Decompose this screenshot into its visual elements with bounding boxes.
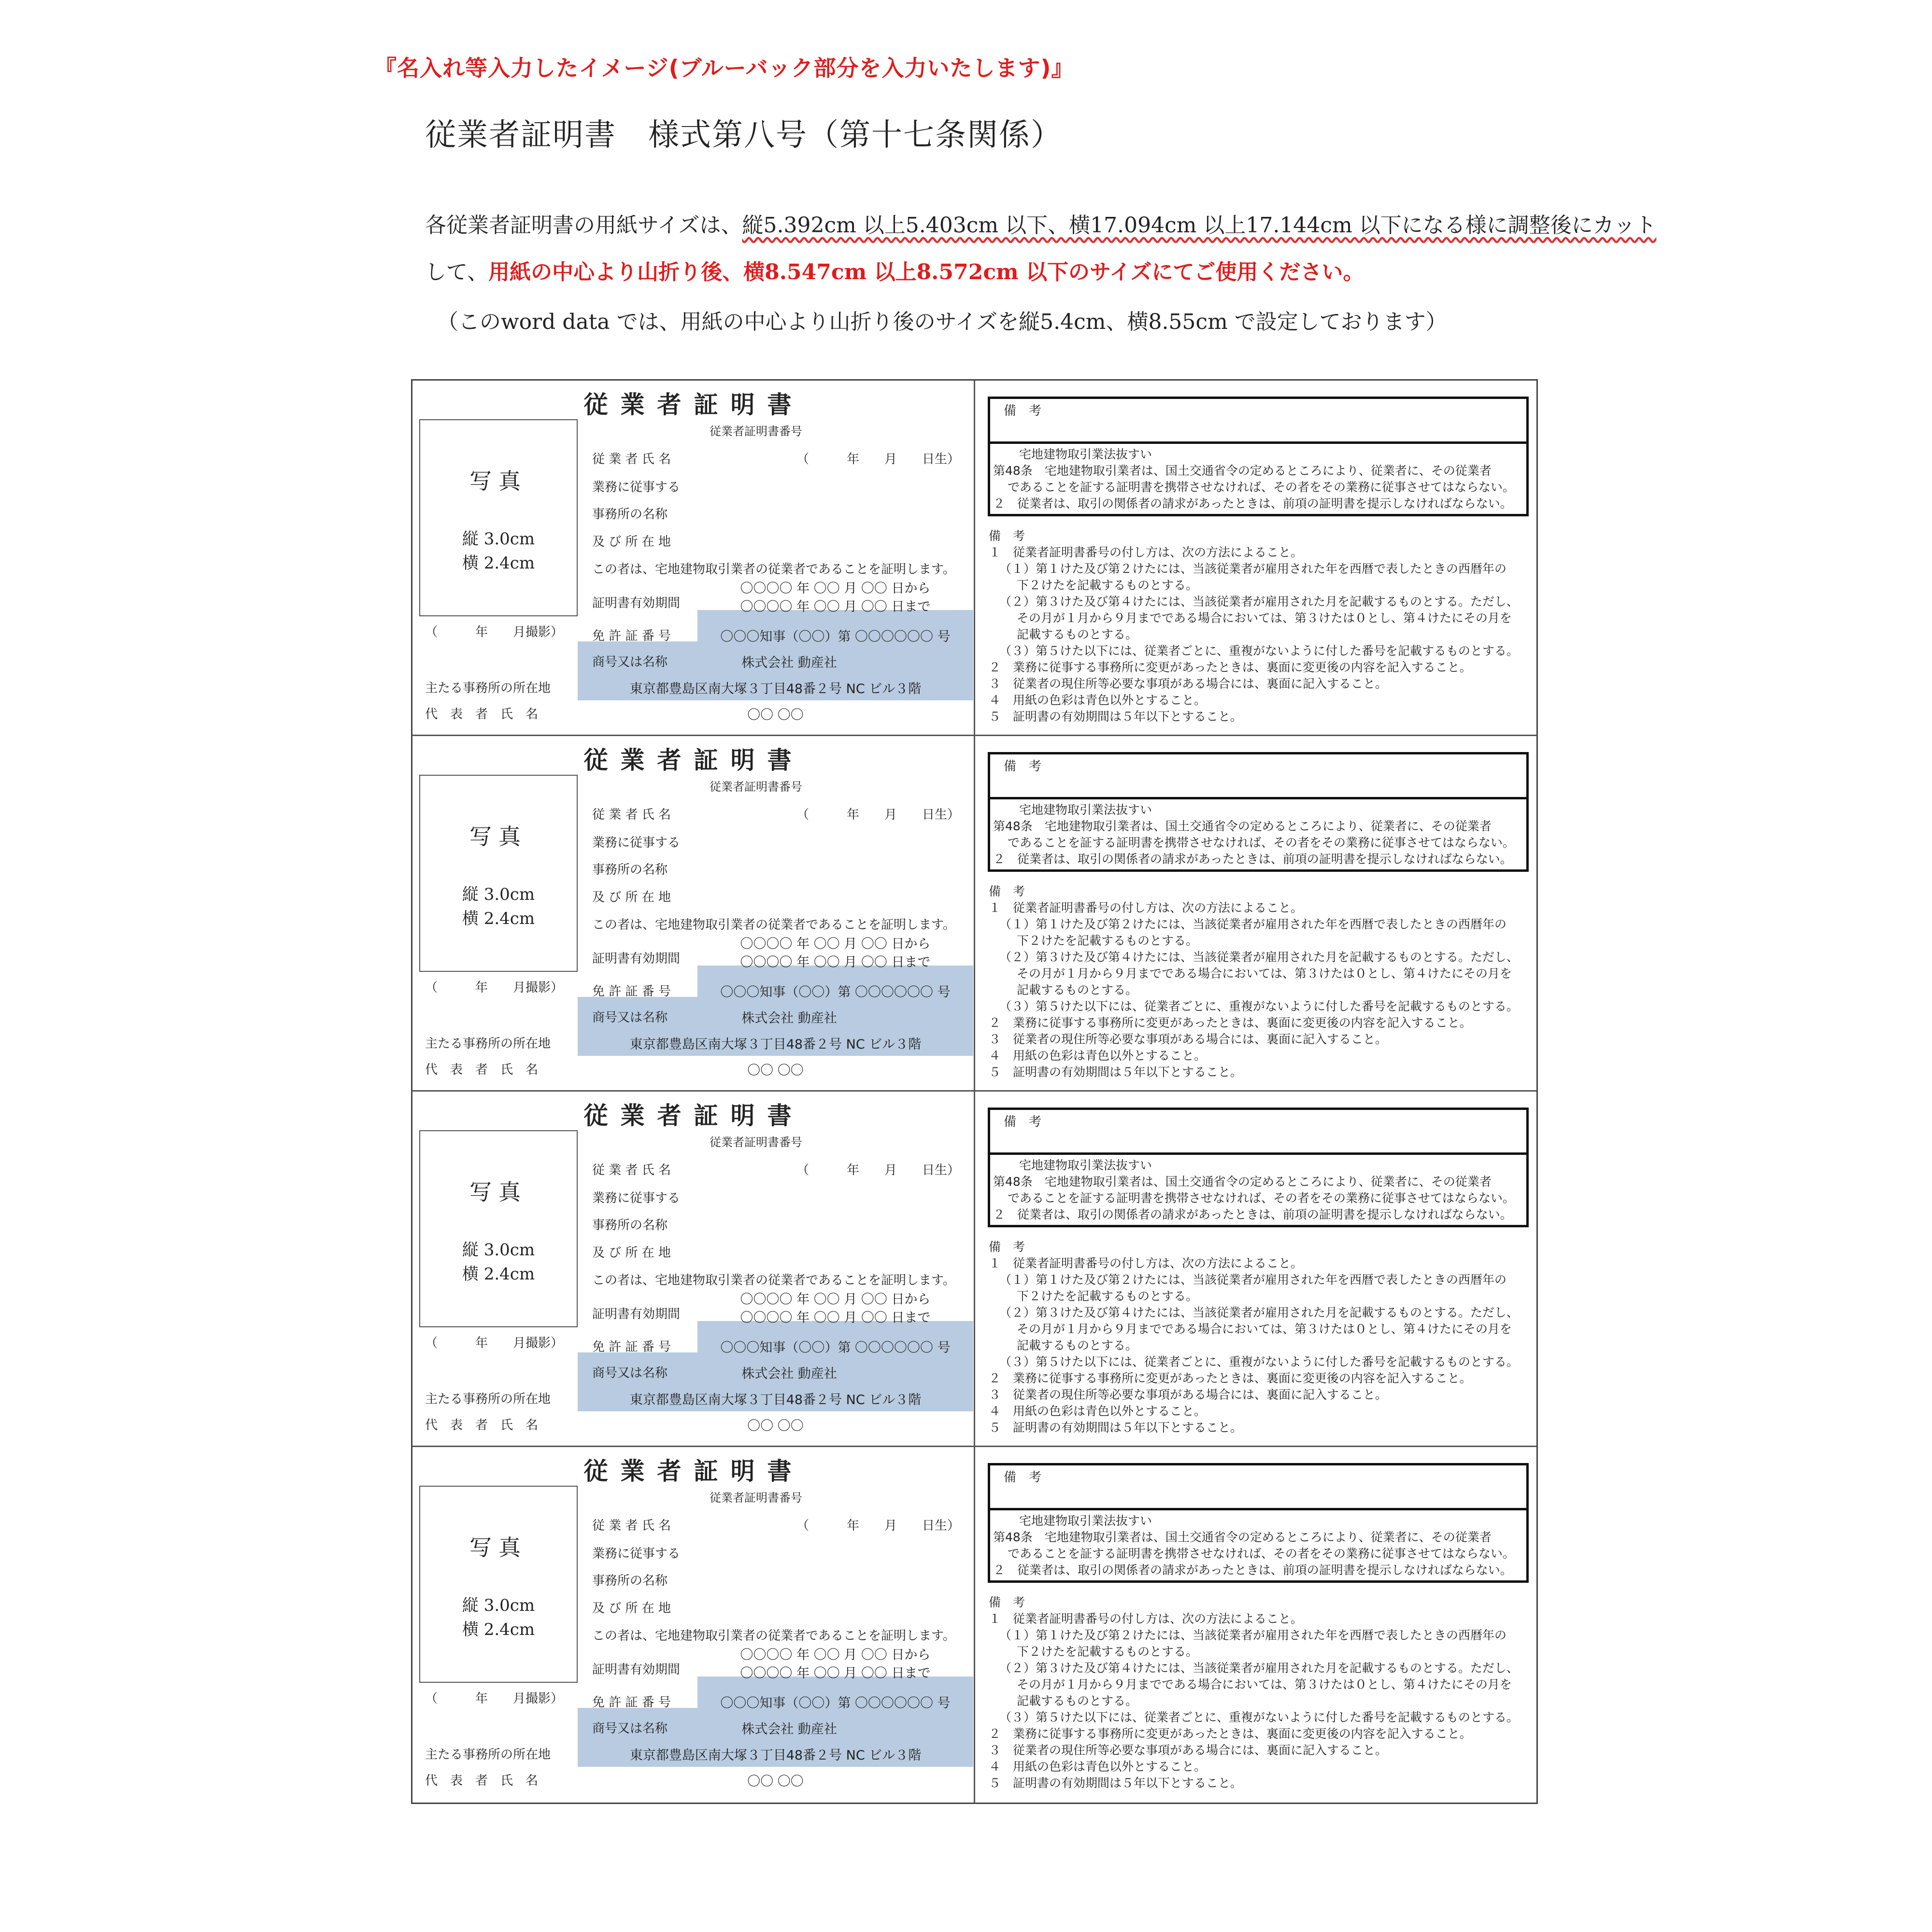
license-label: 免 許 証 番 号 <box>592 629 671 643</box>
remarks-box <box>988 1108 1529 1155</box>
company-value: 株式会社 動産社 <box>741 1722 837 1737</box>
office-label-3: 及 び 所 在 地 <box>592 890 671 905</box>
note-1-3: （３）第５けた以下には、従業者ごとに、重複がないように付した番号を記載するものとする。 <box>999 999 1519 1013</box>
photo-width: 横 2.4cm <box>462 554 535 573</box>
name-label: 従 業 者 氏 名 <box>592 808 671 822</box>
law-title: 宅地建物取引業法抜すい <box>1019 447 1152 461</box>
certify-text: この者は、宅地建物取引業者の従業者であることを証明します。 <box>592 562 955 577</box>
note-1-1b: 下２けたを記載するものとする。 <box>1017 1645 1198 1659</box>
representative-label: 代 表 者 氏 名 <box>425 707 539 722</box>
name-label: 従 業 者 氏 名 <box>592 452 671 467</box>
law-title: 宅地建物取引業法抜すい <box>1019 1514 1152 1528</box>
note-1-3: （３）第５けた以下には、従業者ごとに、重複がないように付した番号を記載するものとする。 <box>999 1355 1519 1369</box>
note-1-2a: （２）第３けた及び第４けたには、当該従業者が雇用された月を記載するものとする。ただし、 <box>999 595 1519 609</box>
birth-label: （ 年 月 日生） <box>796 452 960 467</box>
name-label: 従 業 者 氏 名 <box>592 1519 671 1533</box>
note-1-1a: （１）第１けた及び第２けたには、当該従業者が雇用された年を西暦で表したときの西暦年の <box>999 1628 1507 1642</box>
law-article-1b: であることを証する証明書を携帯させなければ、その者をその業務に従事させてはならない。 <box>1008 1547 1515 1561</box>
validity-from: 〇〇〇〇 年 〇〇 月 〇〇 日から <box>740 581 931 596</box>
company-label: 商号又は名称 <box>592 1721 668 1736</box>
certify-text: この者は、宅地建物取引業者の従業者であることを証明します。 <box>592 918 955 932</box>
card-front <box>412 736 975 1090</box>
note-5: ５ 証明書の有効期間は５年以下とすること。 <box>989 1065 1243 1079</box>
representative-value: 〇〇 〇〇 <box>747 1774 804 1789</box>
card-title: 従業者証明書 <box>583 1102 804 1130</box>
note-1-2a: （２）第３けた及び第４けたには、当該従業者が雇用された月を記載するものとする。ただし、 <box>999 950 1519 964</box>
law-article-1b: であることを証する証明書を携帯させなければ、その者をその業務に従事させてはならない。 <box>1008 1191 1515 1205</box>
license-value: 〇〇〇知事（〇〇）第 〇〇〇〇〇〇 号 <box>720 1340 951 1355</box>
law-excerpt-box <box>988 444 1529 516</box>
photo-width: 横 2.4cm <box>462 1620 535 1639</box>
card-title: 従業者証明書 <box>583 391 804 419</box>
note-3: ３ 従業者の現住所等必要な事項がある場合には、裏面に記入すること。 <box>989 1743 1388 1757</box>
validity-label: 証明書有効期間 <box>592 1662 681 1677</box>
law-article-1a: 第48条 宅地建物取引業者は、国土交通省令の定めるところにより、従業者に、その従業者 <box>993 819 1492 833</box>
notes-title: 備 考 <box>989 1240 1025 1254</box>
photo-label: 写真 <box>469 1534 527 1561</box>
certificate-card <box>412 1092 1536 1447</box>
card-front <box>412 1092 975 1446</box>
remarks-box <box>988 1463 1529 1510</box>
license-value: 〇〇〇知事（〇〇）第 〇〇〇〇〇〇 号 <box>720 629 951 644</box>
validity-from: 〇〇〇〇 年 〇〇 月 〇〇 日から <box>740 937 931 952</box>
photo-box <box>419 1130 578 1327</box>
company-label: 商号又は名称 <box>592 1366 668 1380</box>
photo-box <box>419 419 578 616</box>
intro-line-3: （このword data では、用紙の中心より山折り後のサイズを縦5.4cm、横8.55cm で設定しております） <box>437 310 1447 334</box>
remarks-label: 備 考 <box>1004 1470 1042 1485</box>
company-value: 株式会社 動産社 <box>741 1366 837 1381</box>
note-1-3: （３）第５けた以下には、従業者ごとに、重複がないように付した番号を記載するものとする。 <box>999 644 1519 658</box>
note-2: ２ 業務に従事する事務所に変更があったときは、裏面に変更後の内容を記入すること。 <box>989 1371 1472 1385</box>
law-article-2: ２ 従業者は、取引の関係者の請求があったときは、前項の証明書を提示しなければならない。 <box>993 497 1512 511</box>
photo-label: 写真 <box>469 1179 527 1205</box>
note-1-2c: 記載するものとする。 <box>1017 983 1138 997</box>
note-1-2b: その月が１月から９月までである場合においては、第３けたは０とし、第４けたにその月を <box>1017 966 1512 980</box>
validity-from: 〇〇〇〇 年 〇〇 月 〇〇 日から <box>740 1292 931 1307</box>
card-front <box>412 1447 975 1803</box>
office-label-2: 事務所の名称 <box>592 1218 668 1233</box>
birth-label: （ 年 月 日生） <box>796 1519 960 1533</box>
validity-label: 証明書有効期間 <box>592 952 681 966</box>
photo-date: （ 年 月撮影） <box>425 625 564 639</box>
validity-to: 〇〇〇〇 年 〇〇 月 〇〇 日まで <box>740 955 931 970</box>
name-label: 従 業 者 氏 名 <box>592 1163 671 1178</box>
validity-label: 証明書有効期間 <box>592 1307 681 1321</box>
office-label-2: 事務所の名称 <box>592 1574 668 1588</box>
remarks-label: 備 考 <box>1004 1115 1042 1129</box>
main-office-label: 主たる事務所の所在地 <box>425 1037 551 1051</box>
card-number-label: 従業者証明書番号 <box>710 1491 802 1505</box>
note-1-3: （３）第５けた以下には、従業者ごとに、重複がないように付した番号を記載するものとする。 <box>999 1710 1519 1724</box>
law-article-1a: 第48条 宅地建物取引業者は、国土交通省令の定めるところにより、従業者に、その従業者 <box>993 1530 1492 1544</box>
validity-to: 〇〇〇〇 年 〇〇 月 〇〇 日まで <box>740 1310 931 1325</box>
card-number-label: 従業者証明書番号 <box>710 425 802 438</box>
card-number-label: 従業者証明書番号 <box>710 780 802 794</box>
intro-line-2 <box>425 255 1364 285</box>
license-label: 免 許 証 番 号 <box>592 1695 671 1710</box>
photo-height: 縦 3.0cm <box>462 1596 535 1615</box>
note-1-2c: 記載するものとする。 <box>1017 627 1138 641</box>
validity-label: 証明書有効期間 <box>592 596 681 611</box>
certificate-card <box>412 381 1536 736</box>
main-office-value: 東京都豊島区南大塚３丁目48番２号 NC ビル３階 <box>629 1392 922 1407</box>
notes-title: 備 考 <box>989 884 1025 898</box>
main-office-label: 主たる事務所の所在地 <box>425 1747 551 1762</box>
photo-date: （ 年 月撮影） <box>425 980 564 995</box>
representative-label: 代 表 者 氏 名 <box>425 1418 539 1433</box>
card-front <box>412 381 975 735</box>
note-3: ３ 従業者の現住所等必要な事項がある場合には、裏面に記入すること。 <box>989 1388 1388 1402</box>
intro-line-2-prefix: して、 <box>425 260 489 284</box>
law-article-1b: であることを証する証明書を携帯させなければ、その者をその業務に従事させてはならない。 <box>1008 836 1515 850</box>
law-article-2: ２ 従業者は、取引の関係者の請求があったときは、前項の証明書を提示しなければならない。 <box>993 852 1512 866</box>
note-2: ２ 業務に従事する事務所に変更があったときは、裏面に変更後の内容を記入すること。 <box>989 1727 1472 1741</box>
office-label-1: 業務に従事する <box>592 836 681 850</box>
note-1: １ 従業者証明書番号の付し方は、次の方法によること。 <box>989 1612 1303 1626</box>
company-label: 商号又は名称 <box>592 655 668 669</box>
note-2: ２ 業務に従事する事務所に変更があったときは、裏面に変更後の内容を記入すること。 <box>989 1016 1472 1030</box>
law-article-1b: であることを証する証明書を携帯させなければ、その者をその業務に従事させてはならない。 <box>1008 480 1515 494</box>
note-5: ５ 証明書の有効期間は５年以下とすること。 <box>989 1421 1243 1435</box>
note-2: ２ 業務に従事する事務所に変更があったときは、裏面に変更後の内容を記入すること。 <box>989 660 1472 674</box>
photo-date: （ 年 月撮影） <box>425 1336 564 1350</box>
note-1: １ 従業者証明書番号の付し方は、次の方法によること。 <box>989 901 1303 915</box>
law-article-2: ２ 従業者は、取引の関係者の請求があったときは、前項の証明書を提示しなければならない。 <box>993 1563 1512 1577</box>
law-excerpt-box <box>988 1510 1529 1583</box>
license-label: 免 許 証 番 号 <box>592 1340 671 1354</box>
photo-width: 横 2.4cm <box>462 1264 535 1284</box>
note-4: ４ 用紙の色彩は青色以外とすること。 <box>989 1049 1207 1063</box>
note-1: １ 従業者証明書番号の付し方は、次の方法によること。 <box>989 545 1303 559</box>
notes-title: 備 考 <box>989 529 1025 543</box>
note-1-2a: （２）第３けた及び第４けたには、当該従業者が雇用された月を記載するものとする。ただし、 <box>999 1661 1519 1675</box>
remarks-label: 備 考 <box>1004 759 1042 774</box>
law-title: 宅地建物取引業法抜すい <box>1019 803 1152 817</box>
photo-box <box>419 1486 578 1683</box>
note-1-1b: 下２けたを記載するものとする。 <box>1017 1289 1198 1303</box>
company-value: 株式会社 動産社 <box>741 655 837 670</box>
main-office-value: 東京都豊島区南大塚３丁目48番２号 NC ビル３階 <box>629 1748 922 1763</box>
photo-width: 横 2.4cm <box>462 909 535 928</box>
birth-label: （ 年 月 日生） <box>796 808 960 822</box>
photo-label: 写真 <box>469 824 527 850</box>
main-office-value: 東京都豊島区南大塚３丁目48番２号 NC ビル３階 <box>629 1037 922 1052</box>
office-label-1: 業務に従事する <box>592 480 681 495</box>
validity-to: 〇〇〇〇 年 〇〇 月 〇〇 日まで <box>740 599 931 614</box>
law-article-1a: 第48条 宅地建物取引業者は、国土交通省令の定めるところにより、従業者に、その従業者 <box>993 1175 1492 1189</box>
representative-value: 〇〇 〇〇 <box>747 708 804 723</box>
note-1-2b: その月が１月から９月までである場合においては、第３けたは０とし、第４けたにその月を <box>1017 1322 1512 1336</box>
main-office-label: 主たる事務所の所在地 <box>425 681 551 696</box>
main-office-value: 東京都豊島区南大塚３丁目48番２号 NC ビル３階 <box>629 682 922 696</box>
office-label-2: 事務所の名称 <box>592 507 668 522</box>
representative-label: 代 表 者 氏 名 <box>425 1063 539 1077</box>
card-title: 従業者証明書 <box>583 746 804 774</box>
note-1-1a: （１）第１けた及び第２けたには、当該従業者が雇用された年を西暦で表したときの西暦年の <box>999 917 1507 931</box>
card-back <box>975 1092 1536 1446</box>
note-5: ５ 証明書の有効期間は５年以下とすること。 <box>989 1776 1243 1790</box>
card-number-label: 従業者証明書番号 <box>710 1136 802 1149</box>
intro-line-1-prefix: 各従業者証明書の用紙サイズは、 <box>425 213 742 238</box>
photo-height: 縦 3.0cm <box>462 529 535 549</box>
certify-text: この者は、宅地建物取引業者の従業者であることを証明します。 <box>592 1629 955 1643</box>
card-back <box>975 381 1536 735</box>
birth-label: （ 年 月 日生） <box>796 1163 960 1178</box>
office-label-1: 業務に従事する <box>592 1191 681 1206</box>
certificate-card <box>412 1447 1536 1803</box>
note-5: ５ 証明書の有効期間は５年以下とすること。 <box>989 710 1243 724</box>
law-excerpt-box <box>988 1155 1529 1227</box>
validity-from: 〇〇〇〇 年 〇〇 月 〇〇 日から <box>740 1648 931 1662</box>
note-1-1b: 下２けたを記載するものとする。 <box>1017 578 1198 592</box>
representative-value: 〇〇 〇〇 <box>747 1063 804 1078</box>
office-label-3: 及 び 所 在 地 <box>592 535 671 549</box>
law-excerpt-box <box>988 799 1529 872</box>
note-3: ３ 従業者の現住所等必要な事項がある場合には、裏面に記入すること。 <box>989 1032 1388 1046</box>
photo-height: 縦 3.0cm <box>462 1240 535 1260</box>
certificate-card <box>412 736 1536 1092</box>
office-label-3: 及 び 所 在 地 <box>592 1246 671 1260</box>
law-article-1a: 第48条 宅地建物取引業者は、国土交通省令の定めるところにより、従業者に、その従業者 <box>993 464 1492 478</box>
office-label-3: 及 び 所 在 地 <box>592 1601 671 1616</box>
photo-label: 写真 <box>469 468 527 494</box>
main-office-label: 主たる事務所の所在地 <box>425 1392 551 1406</box>
intro-line-1 <box>425 208 1656 239</box>
company-value: 株式会社 動産社 <box>741 1011 837 1026</box>
representative-label: 代 表 者 氏 名 <box>425 1774 539 1788</box>
banner-title: 『名入れ等入力したイメージ(ブルーバック部分を入力いたします)』 <box>374 55 1074 81</box>
license-value: 〇〇〇知事（〇〇）第 〇〇〇〇〇〇 号 <box>720 985 951 1000</box>
card-back <box>975 1447 1536 1803</box>
law-article-2: ２ 従業者は、取引の関係者の請求があったときは、前項の証明書を提示しなければならない。 <box>993 1208 1512 1222</box>
note-1-1b: 下２けたを記載するものとする。 <box>1017 934 1198 948</box>
office-label-1: 業務に従事する <box>592 1547 681 1561</box>
note-4: ４ 用紙の色彩は青色以外とすること。 <box>989 693 1207 707</box>
note-1-1a: （１）第１けた及び第２けたには、当該従業者が雇用された年を西暦で表したときの西暦年の <box>999 1273 1507 1287</box>
note-1-2c: 記載するものとする。 <box>1017 1338 1138 1352</box>
intro-line-2-instruction: 用紙の中心より山折り後、横8.547cm 以上8.572cm 以下のサイズにてご使用ください。 <box>488 260 1364 284</box>
law-title: 宅地建物取引業法抜すい <box>1019 1158 1152 1172</box>
representative-value: 〇〇 〇〇 <box>747 1419 804 1434</box>
office-label-2: 事務所の名称 <box>592 863 668 877</box>
note-1-2a: （２）第３けた及び第４けたには、当該従業者が雇用された月を記載するものとする。ただし、 <box>999 1306 1519 1320</box>
remarks-label: 備 考 <box>1004 404 1042 418</box>
photo-date: （ 年 月撮影） <box>425 1691 564 1706</box>
notes-title: 備 考 <box>989 1595 1025 1609</box>
license-label: 免 許 証 番 号 <box>592 984 671 999</box>
note-1: １ 従業者証明書番号の付し方は、次の方法によること。 <box>989 1256 1303 1270</box>
page-title: 従業者証明書 様式第八号（第十七条関係） <box>425 117 1063 153</box>
license-value: 〇〇〇知事（〇〇）第 〇〇〇〇〇〇 号 <box>720 1696 951 1711</box>
note-4: ４ 用紙の色彩は青色以外とすること。 <box>989 1760 1207 1774</box>
card-back <box>975 736 1536 1090</box>
certificate-sheet <box>411 379 1538 1804</box>
note-1-2b: その月が１月から９月までである場合においては、第３けたは０とし、第４けたにその月を <box>1017 1677 1512 1691</box>
note-4: ４ 用紙の色彩は青色以外とすること。 <box>989 1404 1207 1418</box>
certify-text: この者は、宅地建物取引業者の従業者であることを証明します。 <box>592 1273 955 1288</box>
photo-box <box>419 775 578 972</box>
remarks-box <box>988 397 1529 444</box>
validity-to: 〇〇〇〇 年 〇〇 月 〇〇 日まで <box>740 1666 931 1681</box>
company-label: 商号又は名称 <box>592 1010 668 1025</box>
photo-height: 縦 3.0cm <box>462 885 535 904</box>
note-1-1a: （１）第１けた及び第２けたには、当該従業者が雇用された年を西暦で表したときの西暦年の <box>999 562 1507 576</box>
card-title: 従業者証明書 <box>583 1457 804 1485</box>
intro-line-1-size: 縦5.392cm 以上5.403cm 以下、横17.094cm 以上17.144cm 以下になる様に調整後にカット <box>742 213 1657 238</box>
note-1-2b: その月が１月から９月までである場合においては、第３けたは０とし、第４けたにその月を <box>1017 611 1512 625</box>
note-1-2c: 記載するものとする。 <box>1017 1694 1138 1708</box>
remarks-box <box>988 752 1529 799</box>
note-3: ３ 従業者の現住所等必要な事項がある場合には、裏面に記入すること。 <box>989 677 1388 691</box>
